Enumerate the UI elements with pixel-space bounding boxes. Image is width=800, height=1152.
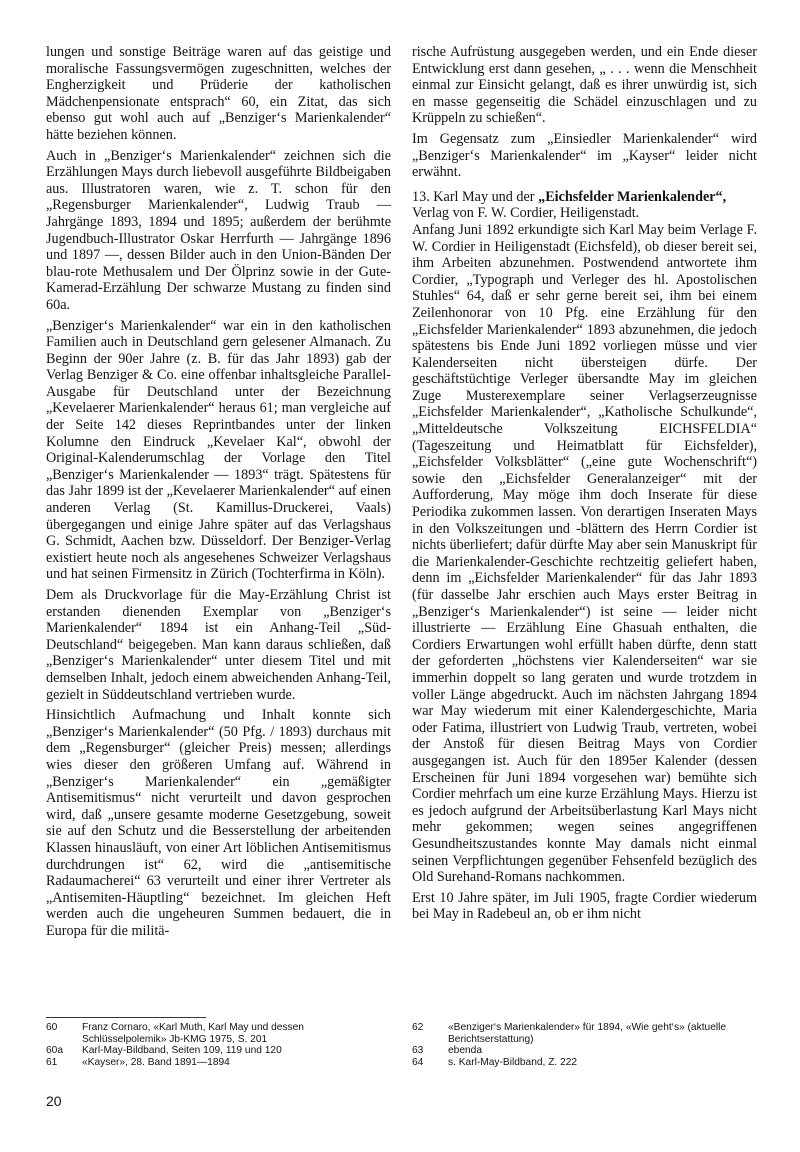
paragraph: Auch in „Benziger‘s Marienkalender“ zeichnen sich die Erzählungen Mays durch liebevoll ausgeführte Bildbeigaben aus. Illustratoren waren, wie z. T. schon für den „Regensburger Marienkalender“, Ludwig Traub — Jahrgänge 1893, 1894 und 1895; außerdem der berühmte Jugendbuch-Illustrator Oskar Herrfurth — Jahrgänge 1896 und 1897 —, dessen Bilder auch in den Union-Bänden Der blau-rote Methusalem und Der Ölprinz sowie in der Gute-Kamerad-Erzählung Der schwarze Mustang zu finden sind 60a. <box>46 147 391 313</box>
footnote <box>46 1045 391 1057</box>
paragraph: Hinsichtlich Aufmachung und Inhalt konnte sich „Benziger‘s Marienkalender“ (50 Pfg. / 1893) durchaus mit dem „Regensburger“ (gleicher Preis) messen; allerdings wies dieser den größeren Umfang auf. Während in „Benziger‘s Marienkalender“ ein „gemäßigter Antisemitismus“ nicht verurteilt und davon gesprochen wird, daß „unsere gesamte moderne Gesetzgebung, soweit sie auf den Schutz und die Besserstellung der arbeitenden Klassen hinausläuft, von einer Art löblichen Antisemitismus durchdrungen ist“ 62, wird die „antisemitische Radaumacherei“ 63 verurteilt und einer ihrer Vertreter als „Antisemiten-Häuptling“ bezeichnet. Im gleichen Heft werden auch die ungeheuren Summen bedauert, die in Europa für die militä- <box>46 707 391 939</box>
footnotes-right <box>412 1022 757 1068</box>
paragraph: lungen und sonstige Beiträge waren auf das geistige und moralische Fassungsvermögen zugeschnitten, welches der Engherzigkeit und Prüderie der katholischen Mädchenpensionate entsprach“ 60, ein Zitat, das sich ebenso gut wohl auch auf „Benziger‘s Marienkalender“ hätte beziehen können. <box>46 44 391 143</box>
page-number: 20 <box>46 1093 62 1109</box>
footnote-number: 60a <box>46 1045 63 1057</box>
paragraph: „Benziger‘s Marienkalender“ war ein in den katholischen Familien auch in Deutschland gern gelesener Almanach. Zu Beginn der 90er Jahre (z. B. für das Jahr 1893) gab der Verlag Benziger & Co. eine offenbar inhaltsgleiche Parallel-Ausgabe für Deutschland unter der Bezeichnung „Kevelaerer Marienkalender“ heraus 61; man vergleiche auf der Seite 142 dieses Reprintbandes unter der linken Kolumne den Eindruck „Kevelaer Kal“, obwohl der Original-Kalenderumschlag der Vorlage den Titel „Benziger‘s Marienkalender — 1893“ trägt. Spätestens für das Jahr 1899 ist der „Kevelaerer Marienkalender“ auf einen anderen Verlag (St. Kamillus-Druckerei, Vaals) übergegangen und einige Jahre später auf das Verlagshaus G. Schmidt, Aachen bzw. Düsseldorf. Der Benziger-Verlag existiert heute noch als angesehenes Schweizer Verlagshaus und hat seinen Firmensitz in Zürich (Tochterfirma in Köln). <box>46 317 391 583</box>
left-text-column <box>46 44 391 939</box>
footnote-text: «Kayser», 28. Band 1891—1894 <box>82 1056 230 1068</box>
footnote-number: 63 <box>412 1045 424 1057</box>
footnote-text: s. Karl-May-Bildband, Z. 222 <box>448 1056 578 1068</box>
footnote-text: «Benziger‘s Marienkalender» für 1894, «Wie geht‘s» (aktuelle Berichtserstattung) <box>448 1022 727 1045</box>
footnote-number: 60 <box>46 1022 58 1033</box>
paragraph: Dem als Druckvorlage für die May-Erzählung Christ ist erstanden dienenden Exemplar von „Benziger‘s Marienkalender“ 1894 ist ein Anhang-Teil „Süd-Deutschland“ beigegeben. Man kann daraus schließen, daß „Benziger‘s Marienkalender“ unter diesem Titel und mit demselben Inhalt, jedoch einem abweichenden Anhang-Teil, gezielt in Süddeutschland vertrieben wurde. <box>46 587 391 703</box>
right-text-column <box>412 44 757 923</box>
footnote-text: Karl-May-Bildband, Seiten 109, 119 und 120 <box>82 1045 282 1057</box>
footnote-text: Franz Cornaro, «Karl Muth, Karl May und dessen Schlüsselpolemik» Jb-KMG 1975, S. 201 <box>82 1022 304 1045</box>
footnote <box>46 1057 391 1069</box>
footnote-text: ebenda <box>448 1045 482 1057</box>
paragraph: Anfang Juni 1892 erkundigte sich Karl May beim Verlage F. W. Cordier in Heiligenstadt (Eichsfeld), ob dieser bereit sei, ihm Arbeiten abzunehmen. Postwendend antwortete ihm Cordier, „Typograph und Verleger des hl. Apostolischen Stuhles“ 64, daß er sehr gerne bereit sei, ihm bei einem Zeilenhonorar von 10 Pfg. eine Erzählung für den „Eichsfelder Marienkalender“ 1893 abzunehmen, die jedoch spätestens bis Ende Juni 1892 vorliegen müsse und vier Kalenderseiten nicht übersteigen dürfe. Der geschäftstüchtige Verleger übersandte May im gleichen Zuge Musterexemplare seiner Verlagserzeugnisse „Eichsfelder Marienkalender“, „Katholische Schulkunde“, „Mitteldeutsche Volkszeitung EICHSFELDIA“ (Tageszeitung und Heimatblatt für Eichsfelder), „Eichsfelder Volksblätter“ („eine gute Wochenschrift“) sowie den „Eichsfelder Generalanzeiger“ mit der Aufforderung, May möge ihm doch Inserate für diese Periodika zukommen lassen. Von derartigen Inseraten Mays in den Volkszeitungen und -blättern des Herrn Cordier ist nichts überliefert; dafür dürfte May aber sein Manuskript für die Marienkalender-Geschichte rechtzeitig geliefert haben, denn im „Eichsfelder Marienkalender“ für das Jahr 1893 (für dasselbe Jahr erschien auch Mays erster Beitrag in „Benziger‘s Marienkalender“) ist seine — leider nicht illustrierte — Erzählung Eine Ghasuah enthalten, die Cordiers Erwartungen wohl erfüllt haben dürfte, denn statt der geforderten „höchstens vier Kalenderseiten“ war sie immerhin doppelt so lang geraten und wurde trotzdem in voller Länge abgedruckt. Auch im nächsten Jahrgang 1894 war May wiederum mit einer Kalendergeschichte, Maria oder Fatima, illustriert von Ludwig Traub, vertreten, wobei der Anstoß für diesen Beitrag Mays von Cordier ausgegangen ist. Auch für den 1895er Kalender (dessen Erscheinen für Juni 1894 vorgesehen war) bemühte sich Cordier mehrfach um eine kurze Erzählung Mays. Hierzu ist es jedoch aufgrund der Arbeitsüberlastung Karl Mays nicht mehr gekommen; wegen seines angegriffenen Gesundheitszustandes konnte May damals nicht einmal seinen Verpflichtungen gegenüber Fehsenfeld bezüglich des Old Surehand-Romans nachkommen. <box>412 221 757 886</box>
footnote-divider <box>46 1017 206 1018</box>
section-heading-number: 13. Karl May und der <box>412 188 535 205</box>
footnote <box>412 1057 757 1069</box>
footnote-number: 61 <box>46 1056 58 1068</box>
paragraph: Erst 10 Jahre später, im Juli 1905, fragte Cordier wiederum bei May in Radebeul an, ob er ihm nicht <box>412 889 757 923</box>
footnote <box>412 1045 757 1057</box>
footnote <box>412 1022 757 1045</box>
section-heading-subtitle: Verlag von F. W. Cordier, Heiligenstadt. <box>412 205 640 222</box>
footnote-number: 64 <box>412 1056 424 1068</box>
footnotes-left <box>46 1022 391 1068</box>
section-heading-title: „Eichsfelder Marienkalender“, <box>538 188 727 205</box>
paragraph: Im Gegensatz zum „Einsiedler Marienkalender“ wird „Benziger‘s Marienkalender“ im „Kayser“ leider nicht erwähnt. <box>412 130 757 181</box>
paragraph: rische Aufrüstung ausgegeben werden, und ein Ende dieser Entwicklung erst dann gesehen, „ . . . wenn die Menschheit einmal zur Einsicht gelangt, daß es ihrer unwürdig ist, sich en masse gegenseitig die Schädel einzuschlagen und zu Krüppeln zu schießen“. <box>412 44 757 127</box>
footnote <box>46 1022 391 1045</box>
footnote-number: 62 <box>412 1022 424 1033</box>
section-heading <box>412 189 757 222</box>
